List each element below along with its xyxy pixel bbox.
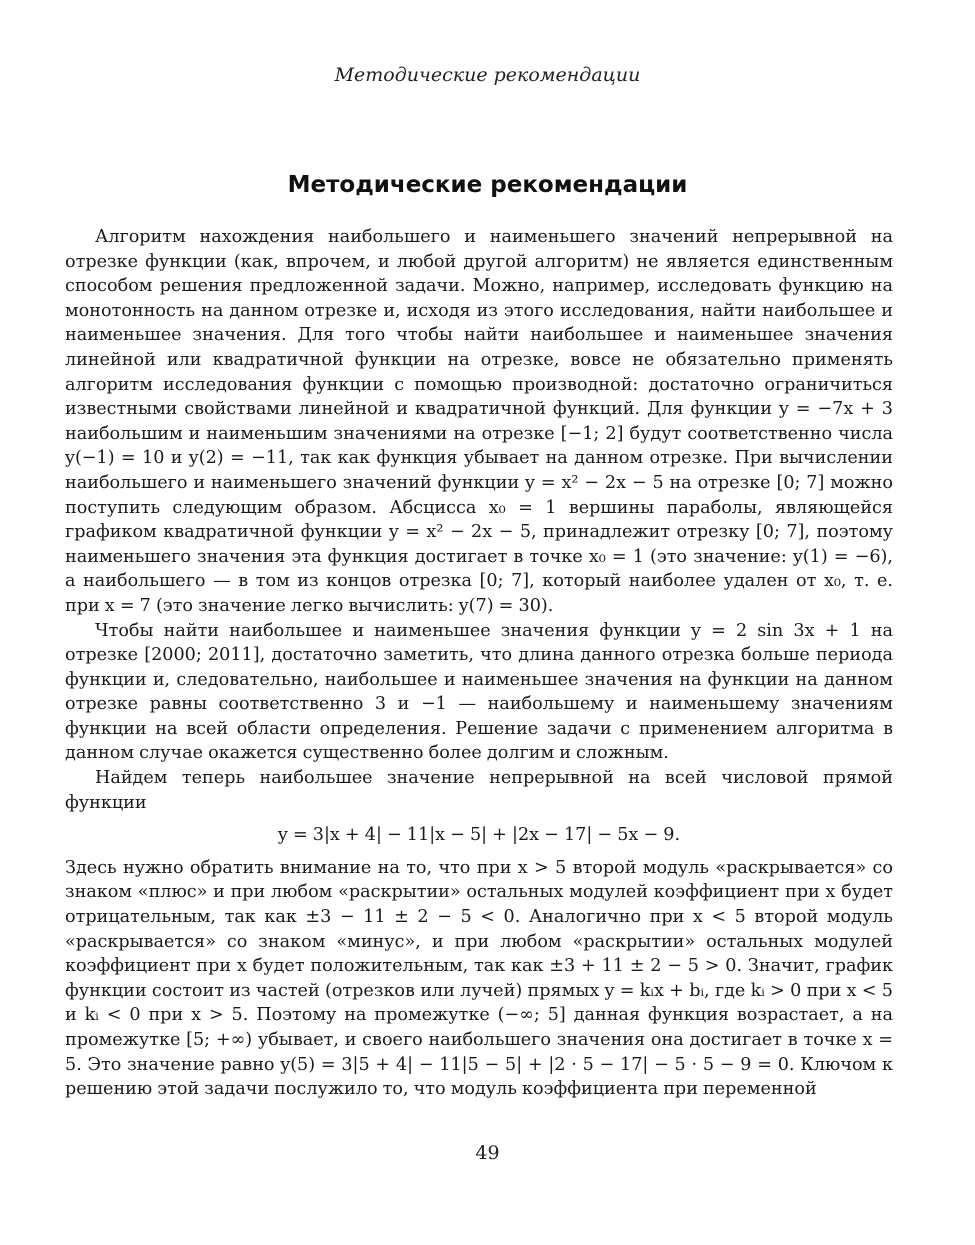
formula: y = 3|x + 4| − 11|x − 5| + |2x − 17| − 5x − 9. <box>277 825 681 846</box>
paragraph-4: Здесь нужно обратить внимание на то, что при x > 5 второй модуль «раскрывается» со знаком «плюс» и при любом «раскрытии» остальных модулей коэффициент при x будет отрицательным, так как ±3 − 11 ± 2 − 5 < 0. Аналогично при x < 5 второй модуль «раскрывается» со знаком «минус», и при любом «раскрытии» остальных модулей коэффициент при x будет положительным, так как ±3 + 11 ± 2 − 5 > 0. Значит, график функции состоит из частей (отрезков или лучей) прямых y = kᵢx + bᵢ, где kᵢ > 0 при x < 5 и kᵢ < 0 при x > 5. Поэтому на промежутке (−∞; 5] данная функция возрастает, а на промежутке [5; +∞) убывает, и своего наибольшего значения она достигает в точке x = 5. Это значение равно y(5) = 3|5 + 4| − 11|5 − 5| + |2 · 5 − 17| − 5 · 5 − 9 = 0. Ключом к решению этой задачи послужило то, что модуль коэффициента при переменной <box>65 857 893 1100</box>
section-title: Методические рекомендации <box>287 172 688 198</box>
page-number: 49 <box>475 1142 500 1164</box>
body-text <box>65 225 893 1102</box>
paragraph-2: Чтобы найти наибольшее и наименьшее значения функции y = 2 sin 3x + 1 на отрезке [2000; 2011], достаточно заметить, что длина данного отрезка больше периода функции и, следовательно, наибольшее и наименьшее значения на функции на данном отрезке равны соответственно 3 и −1 — наибольшему и наименьшему значениям функции на всей области определения. Решение задачи с применением алгоритма в данном случае окажется существенно более долгим и сложным. <box>65 620 893 764</box>
paragraph-1: Алгоритм нахождения наибольшего и наименьшего значений непрерывной на отрезке функции (как, впрочем, и любой другой алгоритм) не является единственным способом решения предложенной задачи. Можно, например, исследовать функцию на монотонность на данном отрезке и, исходя из этого исследования, найти наибольшее и наименьшее значения. Для того чтобы найти наибольшее и наименьшее значения линейной или квадратичной функции на отрезке, вовсе не обязательно применять алгоритм исследования функции с помощью производной: достаточно ограничиться известными свойствами линейной и квадратичной функций. Для функции y = −7x + 3 наибольшим и наименьшим значениями на отрезке [−1; 2] будут соответственно числа y(−1) = 10 и y(2) = −11, так как функция убывает на данном отрезке. При вычислении наибольшего и наименьшего значений функции y = x² − 2x − 5 на отрезке [0; 7] можно поступить следующим образом. Абсцисса x₀ = 1 вершины параболы, являющейся графиком квадратичной функции y = x² − 2x − 5, принадлежит отрезку [0; 7], поэтому наименьшего значения эта функция достигает в точке x₀ = 1 (это значение: y(1) = −6), а наибольшего — в том из концов отрезка [0; 7], который наиболее удален от x₀, т. е. при x = 7 (это значение легко вычислить: y(7) = 30). <box>65 227 893 616</box>
paragraph-3: Найдем теперь наибольшее значение непрерывной на всей числовой прямой функции <box>65 768 893 813</box>
running-head: Методические рекомендации <box>334 64 641 86</box>
